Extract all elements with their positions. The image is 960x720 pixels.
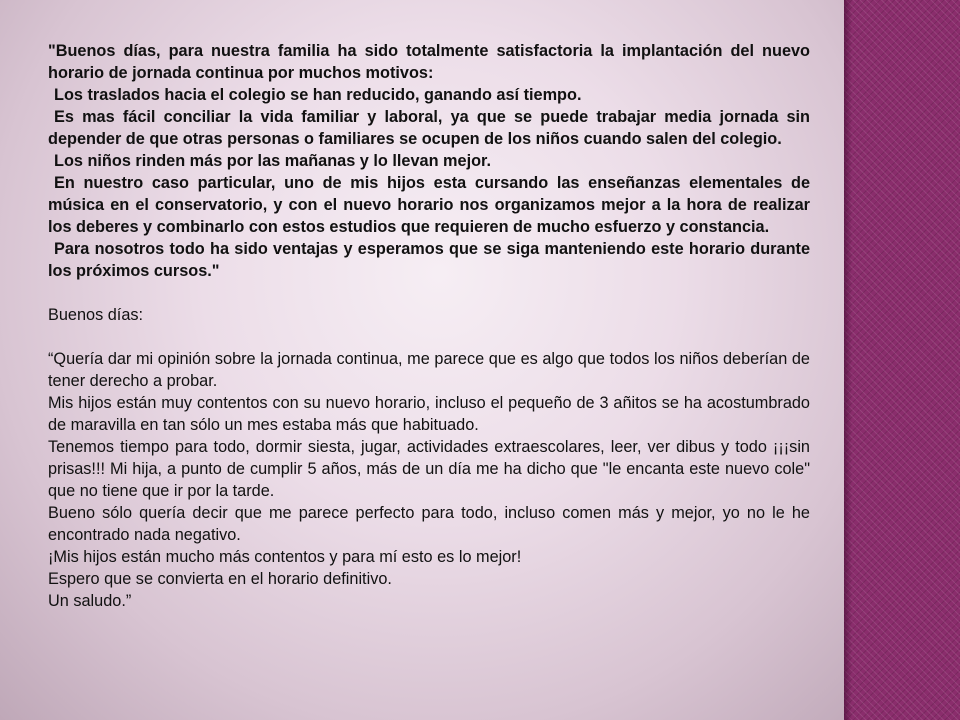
testimonial-1-point-4: En nuestro caso particular, uno de mis hijos esta cursando las enseñanzas elementales de música en el conservatorio, y con el nuevo horario nos organizamos mejor a la hora de realizar los deberes y combinarlo con estos estudios que requieren de mucho esfuerzo y constancia. (48, 174, 810, 236)
paragraph-spacer (48, 326, 810, 348)
testimonial-2-greeting: Buenos días: (48, 306, 144, 324)
testimonial-2-paragraph-3: Tenemos tiempo para todo, dormir siesta, jugar, actividades extraescolares, leer, ver dibus y todo ¡¡¡sin prisas!!! Mi hija, a punto de cumplir 5 años, más de un día me ha dicho que "le encanta este nuevo cole" que no tiene que ir por la tarde. (48, 438, 810, 500)
testimonial-1-intro: "Buenos días, para nuestra familia ha sido totalmente satisfactoria la implantación del nuevo horario de jornada continua por muchos motivos: (48, 42, 810, 82)
testimonial-2-paragraph-1: “Quería dar mi opinión sobre la jornada continua, me parece que es algo que todos los niños deberían de tener derecho a probar. (48, 350, 810, 390)
testimonial-2-paragraph-4: Bueno sólo quería decir que me parece perfecto para todo, incluso comen más y mejor, yo no le he encontrado nada negativo. (48, 504, 810, 544)
slide-text-body (48, 40, 810, 612)
paragraph-spacer (48, 282, 810, 304)
testimonial-1-point-2: Es mas fácil conciliar la vida familiar y laboral, ya que se puede trabajar media jornada sin depender de que otras personas o familiares se ocupen de los niños cuando salen del colegio. (48, 108, 810, 148)
testimonial-1-point-5: Para nosotros todo ha sido ventajas y esperamos que se siga manteniendo este horario durante los próximos cursos." (48, 240, 810, 280)
testimonial-2-paragraph-2: Mis hijos están muy contentos con su nuevo horario, incluso el pequeño de 3 añitos se ha acostumbrado de maravilla en tan sólo un mes estaba más que habituado. (48, 394, 810, 434)
testimonial-1-point-3: Los niños rinden más por las mañanas y lo llevan mejor. (54, 152, 492, 170)
decorative-side-panel (844, 0, 960, 720)
testimonial-2-paragraph-5: ¡Mis hijos están mucho más contentos y para mí esto es lo mejor! (48, 548, 522, 566)
testimonial-2-paragraph-6: Espero que se convierta en el horario definitivo. (48, 570, 392, 588)
testimonial-2-closing: Un saludo.” (48, 592, 132, 610)
testimonial-1-point-1: Los traslados hacia el colegio se han reducido, ganando así tiempo. (54, 86, 582, 104)
